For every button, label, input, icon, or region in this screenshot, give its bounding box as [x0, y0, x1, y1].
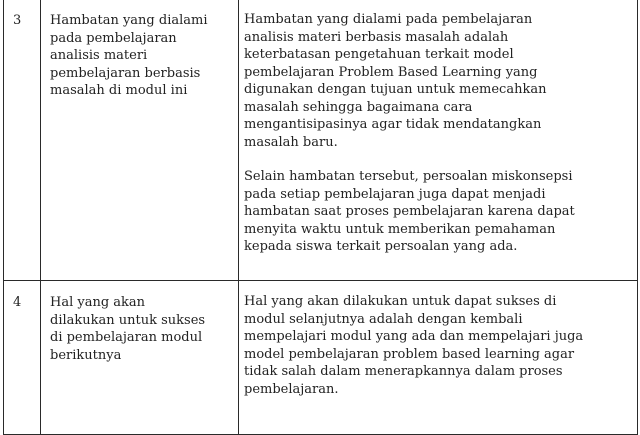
aspect-text: Hambatan yang dialami pada pembelajaran analisis materi pembelajaran berbasis masalah di modul ini: [50, 13, 208, 98]
aspect-cell: [41, 0, 239, 281]
answer-cell: [239, 0, 638, 281]
aspect-text: Hal yang akan dilakukan untuk sukses di pembelajaran modul berikutnya: [50, 295, 206, 363]
row-number-cell: [4, 281, 41, 435]
reflection-table: [3, 0, 638, 435]
answer-paragraph: Hal yang akan dilakukan untuk dapat sukses di modul selanjutnya adalah dengan kembali mempelajari modul yang ada dan mempelajari juga model pembelajaran problem based learning agar tidak salah dalam menerapkannya dalam proses pembelajaran.: [244, 294, 584, 397]
row-number: 3: [13, 13, 22, 28]
row-number-cell: [4, 0, 41, 281]
table-row: [4, 0, 638, 281]
row-number: 4: [13, 295, 22, 310]
answer-paragraph: Selain hambatan tersebut, persoalan miskonsepsi pada setiap pembelajaran juga dapat menjadi hambatan saat proses pembelajaran karena dapat menyita waktu untuk memberikan pemahaman kepada siswa terkait persoalan yang ada.: [244, 169, 575, 254]
answer-paragraph: Hambatan yang dialami pada pembelajaran analisis materi berbasis masalah adalah keterbatasan pengetahuan terkait model pembelajaran Problem Based Learning yang digunakan dengan tujuan untuk memecahkan masalah sehingga bagaimana cara mengantisipasinya agar tidak mendatangkan masalah baru.: [244, 12, 547, 150]
answer-cell: [239, 281, 638, 435]
table-row: [4, 281, 638, 435]
aspect-cell: [41, 281, 239, 435]
